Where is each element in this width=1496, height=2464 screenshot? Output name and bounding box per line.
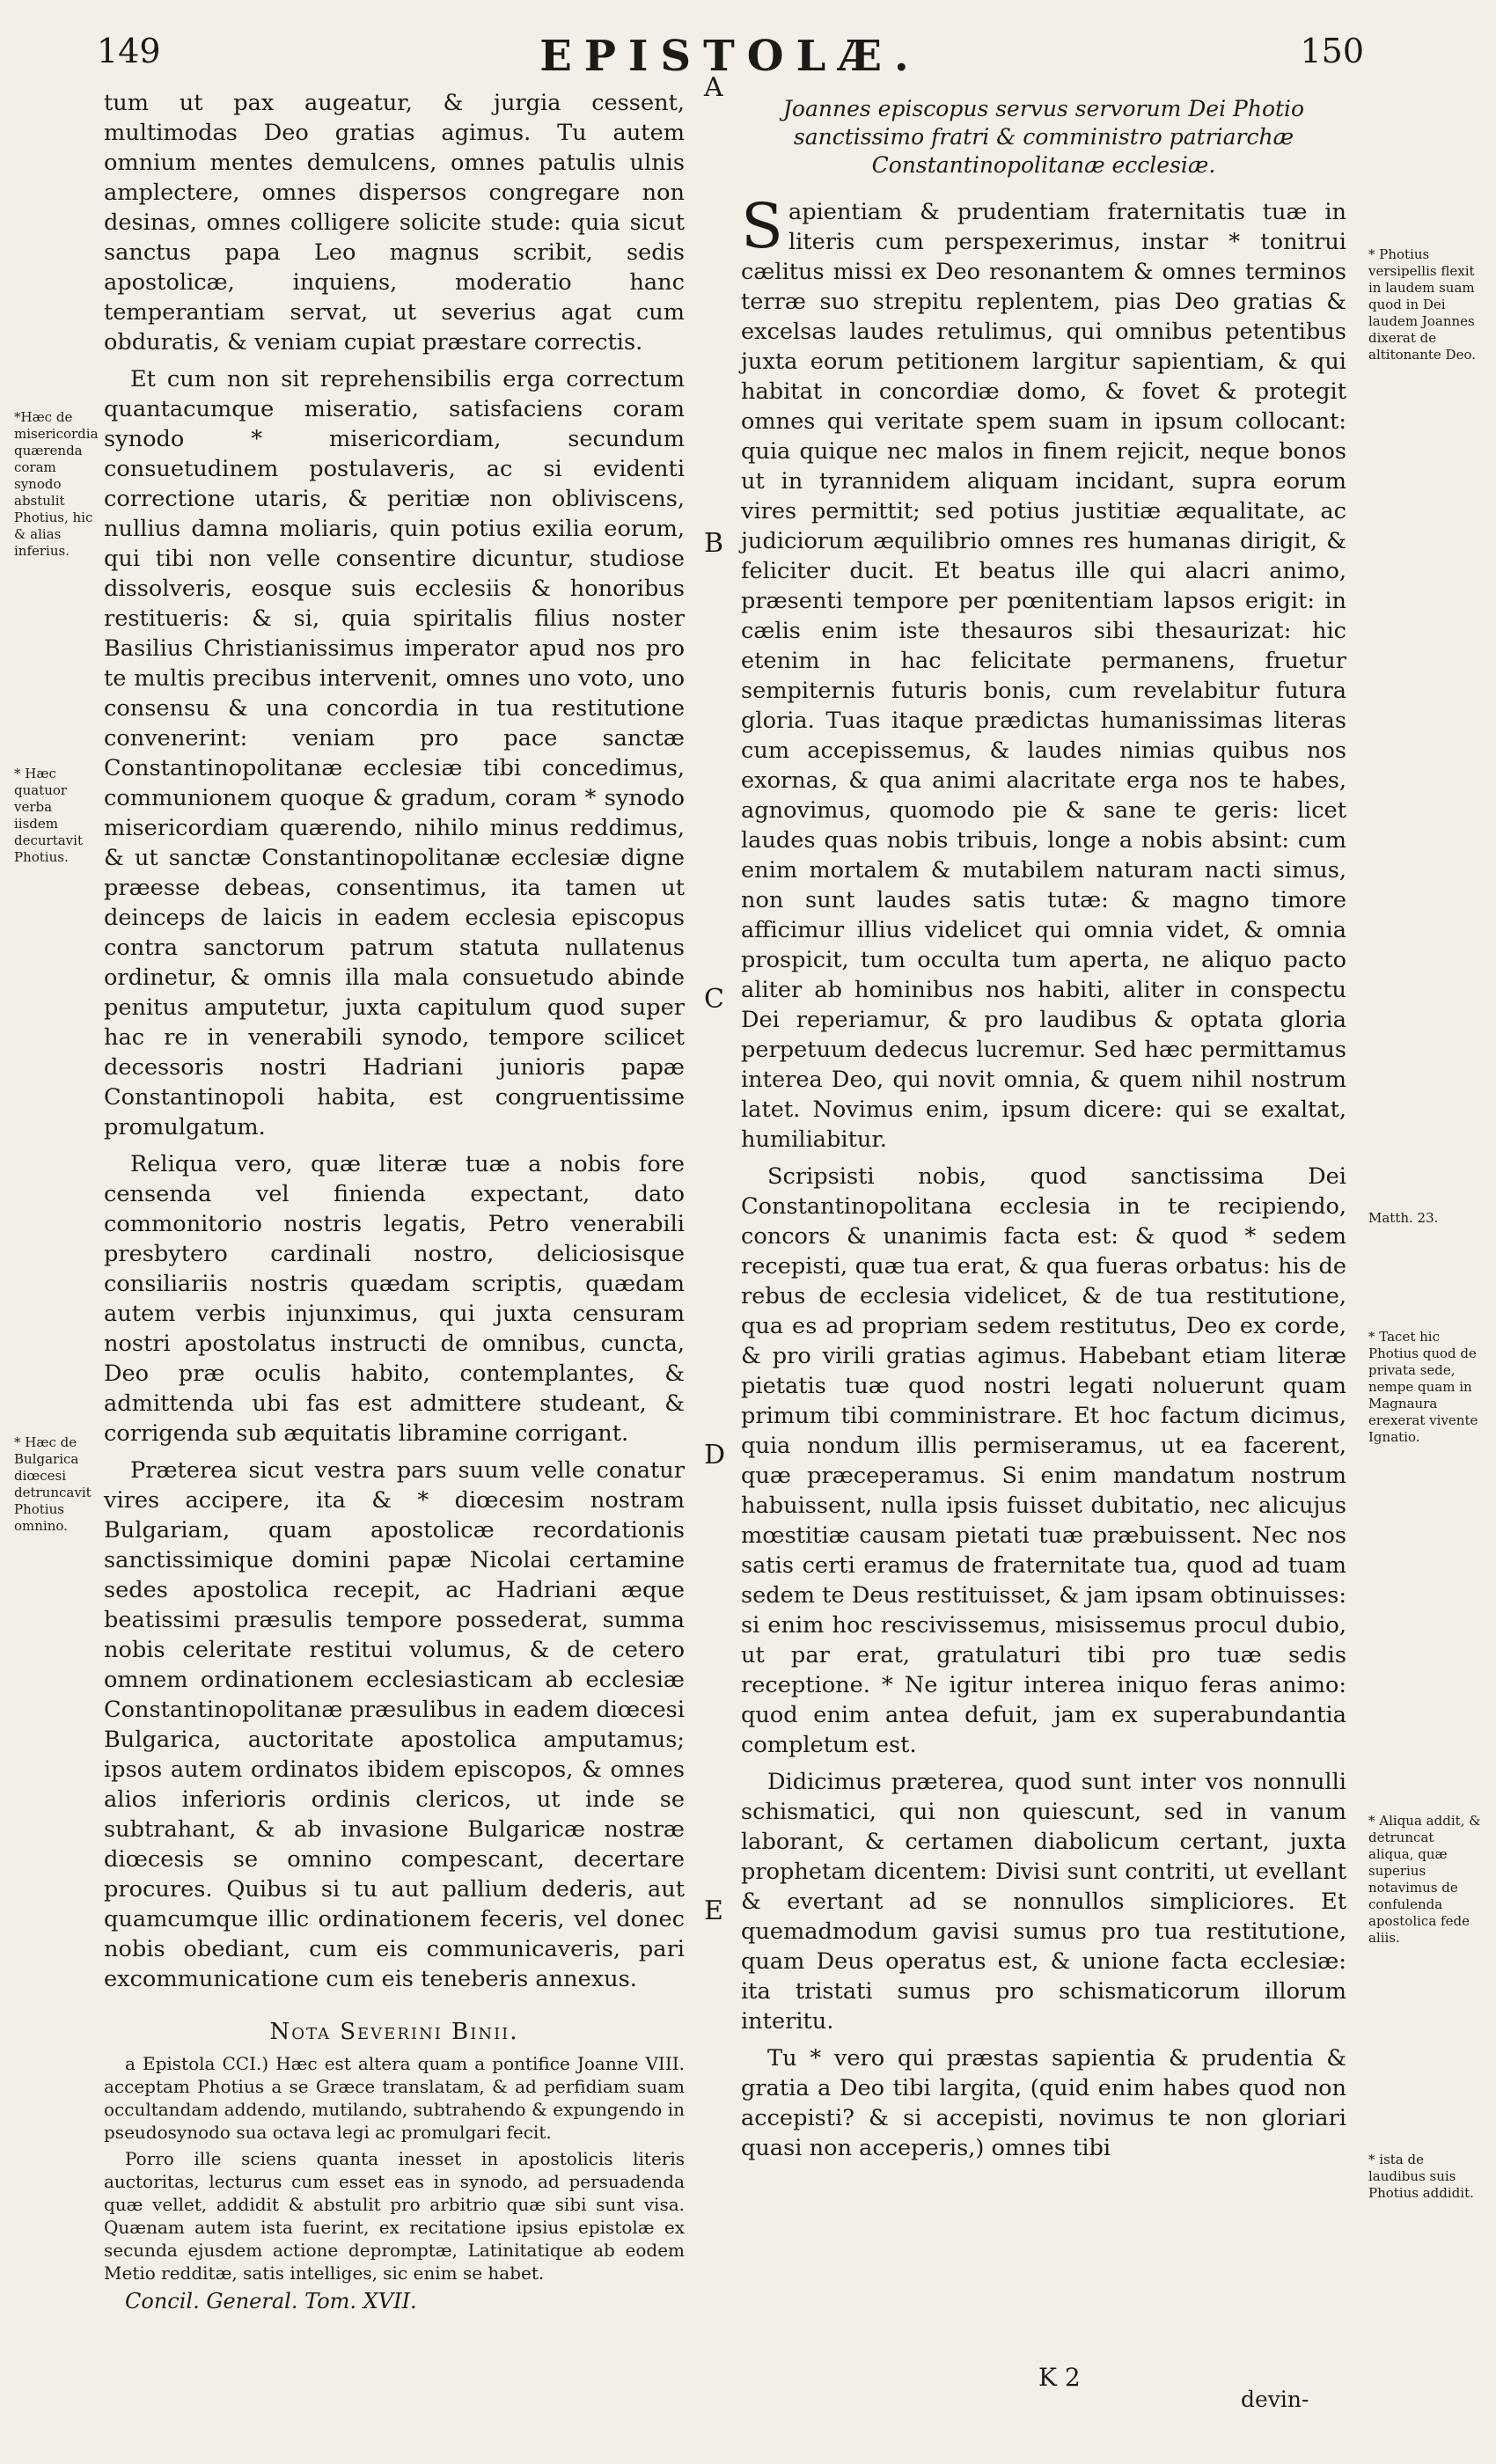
right-paragraph: Didicimus præterea, quod sunt inter vos nonnulli schismatici, qui non quiescunt, sed in vanum laborant, & certamen diabolicum certant, juxta prophetam dicentem: Divisi sunt contriti, ut evellant & evertant ad se nonnullos simpliciores. Et quemadmodum gavisi sumus pro tua restitutione, quam Deus operatus est, & unione facta ecclesiæ: ita tristati sumus pro schismaticorum illorum interitu. — [741, 1769, 1346, 2035]
right-column — [741, 88, 1346, 2170]
section-letter-e: E — [704, 1896, 723, 1926]
drop-cap: S — [741, 190, 783, 262]
right-paragraph-text: apientiam & prudentiam fraternitatis tuæ in literis cum perspexerimus, instar * tonitrui cælitus missi ex Deo resonantem & omnes terminos terræ suo strepitu replentem, pias Deo gratias & excelsas laudes retulimus, qui omnibus petentibus juxta eorum petitionem largitur sapientiam, & qui habitat in concordiæ domo, & fovet & protegit omnes qui veritate spem suam in ipsum collocant: quia quique nec malos in finem rejicit, neque bonos ut in tyrannidem aliquam incidant, supra eorum vires permittit; sed potius justitiæ æqualitate, ac judiciorum æquilibrio omnes res humanas dirigit, & feliciter ducit. Et beatus ille qui alacri animo, præsenti tempore per pœnitentiam lapsos erigit: in cælis enim iste thesauros sibi thesaurizat: hic etenim in hac felicitate permanens, fruetur sempiternis futuris bonis, cum revelabitur futura gloria. Tuas itaque prædictas humanissimas literas cum accepissemus, & laudes nimias quibus nos exornas, & qua animi alacritate erga nos te habes, agnovimus, quomodo pie & sane te geris: licet laudes quas nobis tribuis, longe a nobis absint: cum enim mortalem & mutabilem naturam nacti simus, non sunt laudes satis tutæ: & magno timore afficimur illius videlicet qui omnia videt, & omnia prospicit, tum occulta tum aperta, ne aliquo pacto aliter ab hominibus nos habiti, aliter in conspectu Dei reperiamur, & pro laudibus & optata gloria perpetuum dedecus lucremur. Sed hæc permittamus interea Deo, qui novit omnia, & quem nihil nostrum latet. Novimus enim, ipsum dicere: qui se exaltat, humiliabitur. — [741, 199, 1346, 1153]
left-paragraph: Reliqua vero, quæ literæ tuæ a nobis fore censenda vel finienda expectant, dato commonitorio nostris legatis, Petro venerabili presbytero cardinali nostro, deliciosisque consiliariis nostris quædam scriptis, quædam autem verbis injunximus, qui juxta censuram nostri apostolatus instructi de omnibus, cuncta, Deo præ oculis habito, contemplantes, & admittenda ubi fas est admittere studeant, & corrigenda sub æquitatis libramine corrigant. — [104, 1151, 685, 1447]
note-title: Nota Severini Binii. — [269, 2019, 519, 2045]
margin-note-right-2: Matth. 23. — [1368, 1210, 1439, 1226]
catchword: devin- — [1241, 2387, 1309, 2412]
margin-note-left-3: * Hæc de Bulgarica diœcesi detruncavit Photius omnino. — [14, 1434, 92, 1534]
left-paragraph: tum ut pax augeatur, & jurgia cessent, multimodas Deo gratias agimus. Tu autem omnium mentes demulcens, omnes patulis ulnis amplectere, omnes dispersos congregare non desinas, omnes colligere solicite stude: quia sicut sanctus papa Leo magnus scribit, sedis apostolicæ, inquiens, moderatio hanc temperantiam servat, ut severius agat cum obduratis, & veniam cupiat præstare correctis. — [104, 90, 685, 356]
margin-note-right-5: * ista de laudibus suis Photius addidit. — [1368, 2152, 1474, 2201]
section-letter-d: D — [704, 1440, 726, 1470]
right-paragraph: Tu * vero qui præstas sapientia & prudentia & gratia a Deo tibi largita, (quid enim habes quod non accepisti? & si accepisti, novimus te non gloriari quasi non acceperis,) omnes tibi — [741, 2045, 1346, 2161]
right-paragraph-first — [741, 190, 1346, 1155]
running-title: EPISTOLÆ. — [539, 32, 921, 81]
margin-note-right-4: * Aliqua addit, & detruncat aliqua, quæ superius notavimus de confulenda apostolica fede aliis. — [1368, 1813, 1481, 1946]
right-paragraph: Scripsisti nobis, quod sanctissima Dei Constantinopolitana ecclesia in te recipiendo, concors & unanimis facta est: & quod * sedem recepisti, quæ tua erat, & qua fueras orbatus: his de rebus de ecclesia videlicet, & de tua restitutione, qua es ad propriam sedem restitutus, Deo ex corde, & pro virili gratias agimus. Habebant etiam literæ pietatis tuæ quod nostri legati noluerunt quam primum tibi comministrare. Et hoc factum dicimus, quia nondum illis permiseramus, ut ea facerent, quæ præceperamus. Si enim mandatum nostrum habuissent, nulla ipsis fuisset dubitatio, nec alicujus mœstitiæ causam pietati tuæ præbuissent. Nec nos satis certi eramus de fraternitate tua, quod ad tuam sedem te Deus restituisset, & jam ipsam obtinuisses: si enim hoc rescivissemus, misissemus procul dubio, ut par erat, gratulaturi tibi pro tuæ sedis receptione. * Ne igitur interea iniquo feras animo: quod enim antea defuit, jam ex superabundantia completum est. — [741, 1163, 1346, 1758]
letter-salutation: Joannes episcopus servus servorum Dei Photio sanctissimo fratri & comministro patriarchæ Constantinopolitanæ ecclesiæ. — [782, 96, 1305, 178]
left-column — [104, 88, 685, 2316]
note-paragraph: a Epistola CCI.) Hæc est altera quam a pontifice Joanne VIII. acceptam Photius a se Græce translatam, & ad perfidiam suam occultandam addendo, mutilando, subtrahendo & expungendo in pseudosynodo sua octava legi ac promulgari fecit. — [104, 2053, 685, 2143]
margin-note-right-3: * Tacet hic Photius quod de privata sede, nempe quam in Magnaura erexerat vivente Ignatio. — [1368, 1329, 1478, 1445]
margin-note-right-1: * Photius versipellis flexit in laudem suam quod in Dei laudem Joannes dixerat de altitonante Deo. — [1368, 246, 1476, 363]
page-number-right: 150 — [1300, 32, 1364, 70]
note-paragraph: Porro ille sciens quanta inesset in apostolicis literis auctoritas, lecturus cum esset eas in synodo, ad persuadenda quæ vellet, addidit & abstulit pro arbitrio quæ sibi sunt visa. Quænam autem ista fuerint, ex recitatione ipsius epistolæ ex secunda ejusdem actione depromptæ, Latinitatique ab eodem Metio redditæ, satis intelliges, sic enim se habet. — [104, 2148, 685, 2284]
signature-mark: K 2 — [1038, 2363, 1081, 2392]
left-paragraph: Præterea sicut vestra pars suum velle conatur vires accipere, ita & * diœcesim nostram Bulgariam, quam apostolicæ recordationis sanctissimique domini papæ Nicolai certamine sedes apostolica recepit, ac Hadriani æque beatissimi præsulis tempore possederat, summa nobis celeritate restitui volumus, & de cetero omnem ordinationem ecclesiasticam ab ecclesiæ Constantinopolitanæ præsulibus in eadem diœcesi Bulgarica, auctoritate apostolica amputamus; ipsos autem ordinatos ibidem episcopos, & omnes alios inferioris ordinis clericos, ut inde se subtrahant, & ab invasione Bulgaricæ nostræ diœcesis se omnino compescant, decertare procures. Quibus si tu aut pallium dederis, aut quamcumque illic ordinationem feceris, vel donec nobis obediant, cum eis communicaveris, pari excommunicatione cum eis teneberis annexus. — [104, 1457, 686, 1992]
margin-note-left-1: *Hæc de misericordia quærenda coram synodo abstulit Photius, hic & alias inferius. — [14, 409, 99, 559]
margin-note-left-2: * Hæc quatuor verba iisdem decurtavit Photius. — [14, 766, 83, 865]
running-header — [97, 32, 1364, 84]
section-letter-a: A — [704, 72, 723, 103]
note-body — [104, 2052, 685, 2313]
left-paragraph: Et cum non sit reprehensibilis erga correctum quantacumque miseratio, satisfaciens coram synodo * misericordiam, secundum consuetudinem postulaveris, ac si evidenti correctione utaris, & peritiæ non obliviscens, nullius damna moliaris, quin potius exilia eorum, qui tibi non velle consentire dicuntur, studiose dissolveris, eosque suis ecclesiis & honoribus restitueris: & si, quia spiritalis filius noster Basilius Christianissimus imperator apud nos pro te multis precibus intervenit, omnes uno voto, uno consensu & una concordia in tua restitutione convenerint: veniam pro pace sanctæ Constantinopolitanæ ecclesiæ tibi concedimus, communionem quoque & gradum, coram * synodo misericordiam quærendo, nihilo minus reddimus, & ut sanctæ Constantinopolitanæ ecclesiæ digne præesse debeas, consentimus, ita tamen ut deinceps de laicis in eadem ecclesia episcopus contra sanctorum patrum statuta nullatenus ordinetur, & omnis illa mala consuetudo abinde penitus amputetur, juxta capitulum quod super hac re in venerabili synodo, tempore scilicet decessoris nostri Hadriani junioris papæ Constantinopoli habita, est congruentissime promulgatum. — [104, 366, 685, 1140]
note-footer: Concil. General. Tom. XVII. — [125, 2289, 417, 2314]
section-letter-b: B — [704, 528, 724, 559]
page-number-left: 149 — [97, 32, 161, 70]
section-letter-c: C — [704, 984, 724, 1015]
